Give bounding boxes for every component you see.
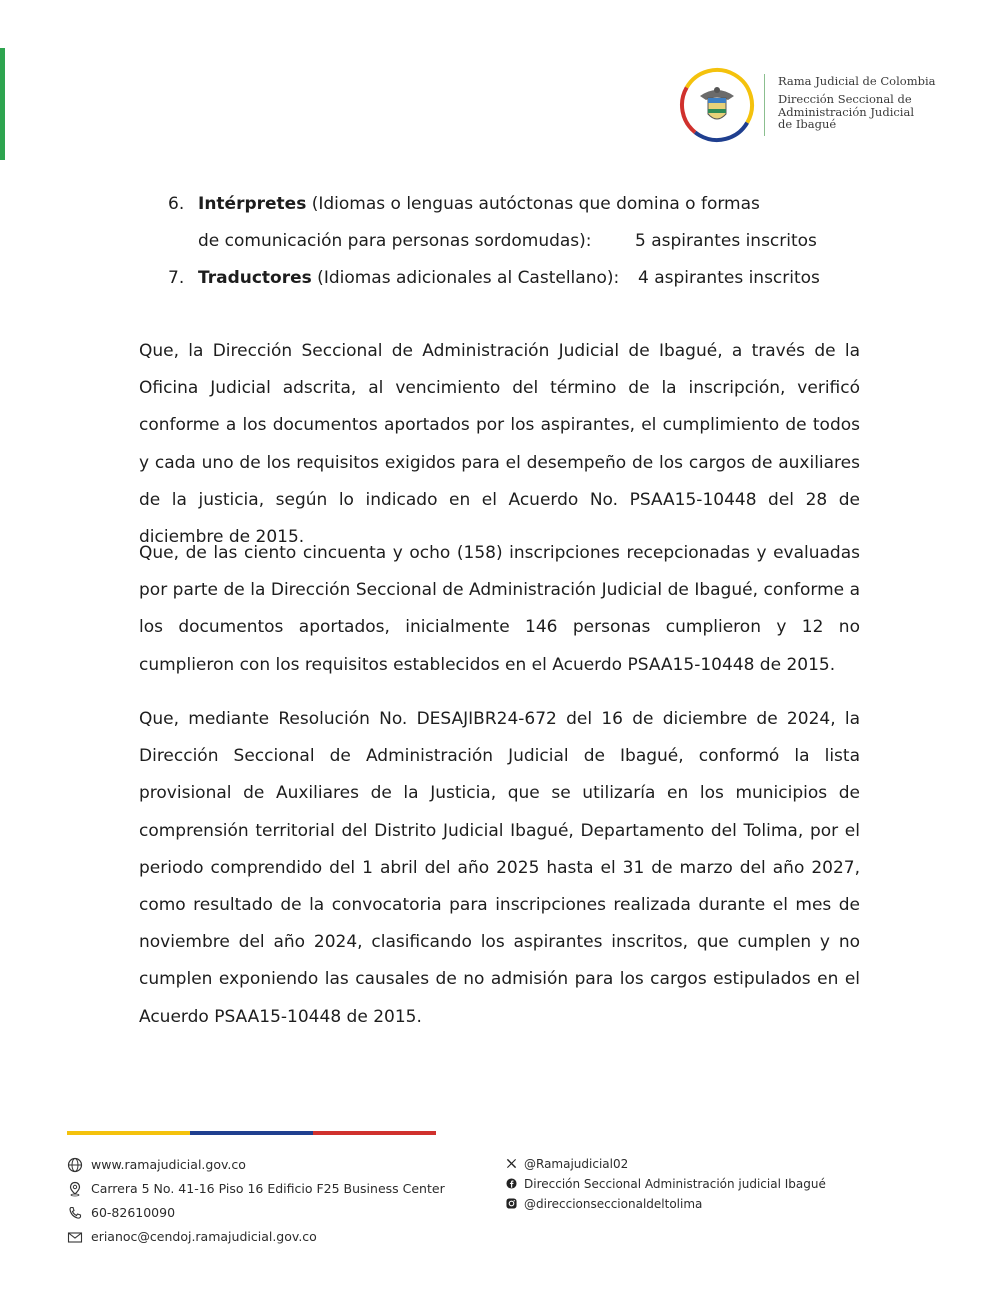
footer-social-list [506, 1154, 826, 1214]
mail-icon [67, 1229, 83, 1245]
list-item-desc: (Idiomas o lenguas autóctonas que domina o formas [306, 194, 760, 214]
letterhead [678, 66, 978, 146]
list-item-cont: de comunicación para personas sordomudas): [198, 231, 592, 251]
footer-facebook[interactable] [506, 1174, 826, 1194]
phone-icon [67, 1205, 83, 1221]
footer-contact-list [67, 1154, 445, 1250]
phone-text[interactable]: 60-82610090 [91, 1205, 176, 1220]
facebook-page[interactable]: Dirección Seccional Administración judicial Ibagué [524, 1177, 826, 1191]
header-divider [764, 74, 765, 136]
footer-bar-blue [190, 1131, 313, 1135]
list-item-count: 4 aspirantes inscritos [638, 268, 820, 288]
body-paragraph: Que, mediante Resolución No. DESAJIBR24-672 del 16 de diciembre de 2024, la Dirección Seccional de Administración Judicial de Ibagué, conformó la lista provisional de Auxiliares de la Justicia, que se utilizaría en los municipios de comprensión territorial del Distrito Judicial Ibagué, Departamento del Tolima, por el periodo comprendido del 1 abril del año 2025 hasta el 31 de marzo del año 2027, como resultado de la convocatoria para inscripciones realizada durante el mes de noviembre del año 2024, clasificando los aspirantes inscritos, que cumplen y no cumplen exponiendo las causales de no admisión para los cargos estipulados en el Acuerdo PSAA15-10448 de 2015. [139, 709, 860, 1027]
website-link[interactable]: www.ramajudicial.gov.co [91, 1157, 246, 1172]
left-accent-bar [0, 48, 5, 160]
list-item-text [198, 190, 760, 219]
list-item-bold: Intérpretes [198, 194, 307, 214]
dept-line: Administración Judicial [778, 104, 915, 119]
address-text: Carrera 5 No. 41-16 Piso 16 Edificio F25 Business Center [91, 1181, 445, 1196]
list-item-count: 5 aspirantes inscritos [635, 231, 817, 251]
list-number: 6. [168, 194, 185, 214]
list-item-text [198, 264, 619, 293]
numbered-list [160, 190, 860, 301]
footer-instagram[interactable] [506, 1194, 826, 1214]
footer-email[interactable] [67, 1226, 445, 1250]
list-item-continuation [160, 227, 860, 264]
footer-x-account[interactable] [506, 1154, 826, 1174]
list-item-bold: Traductores [198, 268, 312, 288]
facebook-icon [506, 1178, 517, 1189]
instagram-handle[interactable]: @direccionseccionaldeltolima [524, 1197, 703, 1211]
x-logo-icon [506, 1158, 517, 1169]
footer-website[interactable] [67, 1154, 445, 1178]
org-name: Rama Judicial de Colombia [778, 74, 936, 88]
footer-bar-yellow [67, 1131, 190, 1135]
body-paragraph: Que, la Dirección Seccional de Administración Judicial de Ibagué, a través de la Oficina Judicial adscrita, al vencimiento del término de la inscripción, verificó conforme a los documentos aportados por los aspirantes, el cumplimiento de todos y cada uno de los requisitos exigidos para el desempeño de los cargos de auxiliares de la justicia, según lo indicado en el Acuerdo No. PSAA15-10448 del 28 de diciembre de 2015. [139, 341, 860, 548]
list-item [160, 190, 860, 227]
list-item-desc: (Idiomas adicionales al Castellano): [311, 268, 620, 288]
footer-bar-red [313, 1131, 436, 1135]
coat-of-arms-seal-icon [678, 66, 756, 144]
globe-icon [67, 1157, 83, 1173]
footer-color-bar [67, 1131, 436, 1135]
location-pin-icon [67, 1181, 83, 1197]
list-number: 7. [168, 268, 185, 288]
x-handle[interactable]: @Ramajudicial02 [524, 1157, 629, 1171]
footer-address [67, 1178, 445, 1202]
body-paragraph: Que, de las ciento cincuenta y ocho (158) inscripciones recepcionadas y evaluadas por parte de la Dirección Seccional de Administración Judicial de Ibagué, conforme a los documentos aportados, inicialmente 146 personas cumplieron y 12 no cumplieron con los requisitos establecidos en el Acuerdo PSAA15-10448 de 2015. [139, 543, 860, 675]
dept-line: de Ibagué [778, 117, 837, 131]
list-item [160, 264, 860, 301]
footer-phone[interactable] [67, 1202, 445, 1226]
email-link[interactable]: erianoc@cendoj.ramajudicial.gov.co [91, 1229, 317, 1244]
header-text [778, 74, 936, 131]
dept-line: Dirección Seccional de [778, 92, 912, 106]
instagram-icon [506, 1198, 517, 1209]
